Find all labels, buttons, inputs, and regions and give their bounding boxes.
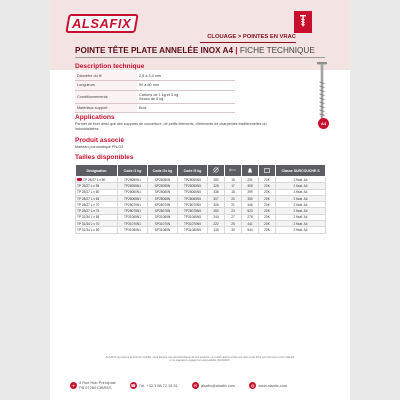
map-pin-icon: ⌖ (70, 382, 77, 389)
description-row (75, 81, 235, 90)
cell-e: 30 (225, 227, 242, 233)
col-length-icon (225, 165, 242, 177)
cell-c1: TP31080N1 (118, 227, 148, 233)
description-table (75, 72, 235, 113)
cell-c2: SP28065N (148, 195, 178, 201)
mail-icon: ✉ (193, 382, 197, 388)
cell-e: 20 (225, 195, 242, 201)
new-marker-icon (77, 178, 82, 181)
cell-d: 280 (208, 177, 225, 183)
web-link[interactable]: www.alsafix.com (258, 382, 288, 388)
cell-d: 244 (208, 214, 225, 220)
col-code-5kg: Code /5 kg (178, 165, 208, 177)
box-icon (263, 167, 271, 173)
description-value: 50 à 80 mm (137, 81, 235, 90)
cell-cls: 2 fixat. A4 (276, 189, 326, 195)
cell-d: 336 (208, 189, 225, 195)
a4-badge-icon: A4 (318, 118, 329, 129)
cell-g: 20K (259, 183, 276, 189)
cell-d: 307 (208, 195, 225, 201)
description-heading: Description technique (75, 63, 145, 70)
phone-text: Tél. +33 3 88 72 15 51 (138, 382, 178, 388)
brand-logo (65, 14, 138, 33)
applications-heading: Applications (75, 114, 115, 121)
cell-g: 20K (259, 195, 276, 201)
weight-icon (246, 167, 254, 173)
cell-c2: SP31080N (148, 227, 178, 233)
description-label: Diamètre du fil (75, 72, 137, 81)
cell-c1: TP31065N1 (118, 214, 148, 220)
cell-c1: TP31070N1 (118, 221, 148, 227)
cell-f: 305 (242, 183, 259, 189)
cell-c2: SP28055N (148, 183, 178, 189)
cell-c1: TP28070N1 (118, 202, 148, 208)
page-title (75, 46, 325, 55)
cell-cls: 2 fixat. A4 (276, 214, 326, 220)
col-code-2kg: Code /2x kg (148, 165, 178, 177)
cell-g: 20K (259, 189, 276, 195)
designation-text: TP 31/34 L x 70 (77, 221, 100, 226)
cell-c1: TP28065N1 (118, 195, 148, 201)
title-divider (75, 57, 325, 58)
cell-f: 350 (242, 195, 259, 201)
description-label: Longueurs (75, 81, 137, 90)
cell-c1: TP28050N1 (118, 177, 148, 183)
cell-e: 18 (225, 189, 242, 195)
table-row (76, 227, 326, 233)
title-doc-type: FICHE TECHNIQUE (239, 46, 315, 55)
cell-c3: TP31065N5 (178, 214, 208, 220)
cell-f: 523 (242, 208, 259, 214)
cell-g: 20K (259, 202, 276, 208)
col-dim-icon (208, 165, 225, 177)
description-label: Matériaux support (75, 103, 137, 112)
footer-phone (130, 382, 178, 389)
footer-address-text (79, 380, 116, 390)
cell-c2: SP31065N (148, 214, 178, 220)
cell-f: 278 (242, 214, 259, 220)
cell-e: 23 (225, 208, 242, 214)
cell-f: 544 (242, 227, 259, 233)
cell-c3: TP28055N5 (178, 183, 208, 189)
col-pack-icon (259, 165, 276, 177)
description-value: Cartons de 1 kg et 5 kg (139, 92, 179, 97)
cell-c2: SP31070N (148, 221, 178, 227)
cell-g: 20K (259, 221, 276, 227)
cell-g: 20K (259, 177, 276, 183)
accessory-heading: Produit associé (75, 137, 125, 144)
designation-text: TP 31/34 L x 80 (77, 228, 100, 233)
footer-address (70, 380, 116, 390)
cell-f: 448 (242, 202, 259, 208)
cell-c1: TP28055N1 (118, 183, 148, 189)
cell-cls: 2 fixat. A4 (276, 202, 326, 208)
applications-text: Permet de fixer ainsi que des supports de couverture, de petits éléments, d'éléments de charpentes traditionnelles ou industrialisées. (75, 122, 267, 131)
footer-email[interactable] (192, 382, 235, 389)
cell-d: 306 (208, 202, 225, 208)
cell-c2: SP28060N (148, 189, 178, 195)
cell-d: 280 (208, 208, 225, 214)
description-row (75, 72, 235, 81)
address-line: PB 67260 CIBRES (79, 385, 112, 390)
description-label: Conditionnements (75, 90, 137, 103)
cell-e: 25 (225, 221, 242, 227)
screw-emblem-icon (298, 14, 308, 28)
logo-text: ALSAFIX (72, 16, 132, 31)
cell-c3: TP31070N5 (178, 221, 208, 227)
cell-cls: 2 fixat. A4 (276, 221, 326, 227)
col-class: Classe SURCOUCHE S (276, 165, 326, 177)
cell-c1: TP28075N1 (118, 208, 148, 214)
description-value: 2,8 à 3,4 mm (137, 72, 235, 81)
cell-c3: TP31080N5 (178, 227, 208, 233)
cell-c1: TP28060N1 (118, 189, 148, 195)
footer (70, 374, 330, 396)
nail-length-icon (229, 167, 237, 173)
col-code-1kg: Code /1 kg (118, 165, 148, 177)
cell-c3: TP28075N5 (178, 208, 208, 214)
cell-g: 20K (259, 214, 276, 220)
footer-web[interactable] (249, 382, 287, 389)
cell-g: 20K (259, 208, 276, 214)
cell-cls: 2 fixat. A4 (276, 177, 326, 183)
sizes-heading: Tailles disponibles (75, 154, 134, 161)
address-line: 3 Rue Hub Principale (79, 380, 116, 385)
phone-icon: ☎ (130, 382, 136, 388)
cell-cls: 2 fixat. A4 (276, 195, 326, 201)
cell-c2: SP28070N (148, 202, 178, 208)
accessory-text: Marteau pneumatique PN-G2 (75, 145, 124, 149)
title-product: POINTE TÊTE PLATE ANNELÉE INOX A4 (75, 46, 234, 55)
cell-g: 20K (259, 227, 276, 233)
col-weight-icon (242, 165, 259, 177)
cell-e: 21 (225, 202, 242, 208)
designation-text: TP 31/34 L x 65 (77, 215, 100, 220)
cell-e: 17 (225, 183, 242, 189)
cell-c3: TP28050N5 (178, 177, 208, 183)
cell-c3: TP28060N5 (178, 189, 208, 195)
email-link[interactable]: alsafix@alsafix.com (200, 382, 236, 388)
cell-cls: 2 fixat. A4 (276, 227, 326, 233)
designation-text: TP 28/27 L x 75 (77, 209, 100, 214)
cell-d: 222 (208, 221, 225, 227)
cell-c3: TP28065N5 (178, 195, 208, 201)
designation-text: TP 28/27 L x 55 (77, 183, 100, 188)
cell-f: 441 (242, 221, 259, 227)
cell-c2: SP28075N (148, 208, 178, 214)
disclaimer-text: ALSAFIX se réserve le droit de modifier, sans préavis, les caractéristiques de ses produits. Les informations contenues dans cette fiche sont données à titre indicatif et ne sauraient engager la responsabilité d'ALSAFIX. (105, 356, 295, 363)
description-value: Bois (137, 103, 235, 112)
description-value: Seaux de 5 kg (139, 96, 164, 101)
cell-cls: 2 fixat. A4 (276, 183, 326, 189)
description-value-multi (137, 90, 235, 103)
designation-text: TP 28/27 L x 65 (77, 196, 100, 201)
description-row (75, 103, 235, 112)
cell-f: 299 (242, 189, 259, 195)
designation-text: TP 28/27 L x 70 (77, 202, 100, 207)
cell-f: 231 (242, 177, 259, 183)
cell-designation (76, 227, 118, 233)
breadcrumb: CLOUAGE > POINTES EN VRAC (207, 34, 296, 40)
designation-text: TP 28/27 L x 60 (77, 190, 100, 195)
sizes-header-row (76, 165, 326, 177)
col-designation: Désignation (76, 165, 118, 177)
designation-text: TP 28/27 L x 50 (83, 177, 106, 182)
cell-cls: 2 fixat. A4 (276, 208, 326, 214)
sizes-table (75, 164, 326, 234)
cell-e: 15 (225, 177, 242, 183)
cell-c2: SP28050N (148, 177, 178, 183)
document-page (50, 0, 350, 400)
description-row (75, 90, 235, 103)
diameter-icon (212, 167, 220, 173)
globe-icon: ◍ (251, 382, 255, 388)
cell-d: 328 (208, 183, 225, 189)
breadcrumb-divider (200, 42, 296, 43)
cell-e: 27 (225, 214, 242, 220)
cell-c3: TP28070N5 (178, 202, 208, 208)
title-separator: | (235, 46, 238, 55)
cell-d: 130 (208, 227, 225, 233)
